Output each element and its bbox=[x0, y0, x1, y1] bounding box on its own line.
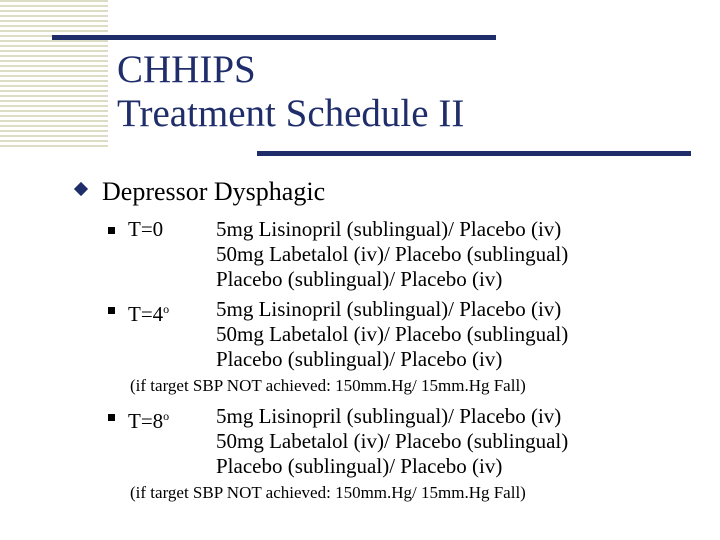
dose-line: 50mg Labetalol (iv)/ Placebo (sublingual) bbox=[216, 322, 569, 346]
entry-time bbox=[128, 217, 163, 242]
diamond-icon bbox=[74, 182, 88, 196]
dose-line: Placebo (sublingual)/ Placebo (iv) bbox=[216, 454, 503, 478]
dose-line: 50mg Labetalol (iv)/ Placebo (sublingual) bbox=[216, 242, 569, 266]
dose-list bbox=[216, 217, 568, 292]
decorative-stripes bbox=[0, 0, 108, 148]
square-bullet-icon bbox=[108, 414, 115, 421]
dose-list bbox=[216, 297, 568, 372]
title-line-1: CHHIPS bbox=[117, 48, 256, 91]
entry-time-degree: o bbox=[163, 409, 170, 423]
dose-line: 50mg Labetalol (iv)/ Placebo (sublingual) bbox=[216, 429, 569, 453]
dose-list bbox=[216, 404, 568, 479]
entry-time-text: T=4 bbox=[128, 302, 164, 326]
entry-time-text: T=0 bbox=[128, 217, 164, 241]
title-rule-top bbox=[52, 35, 496, 40]
dose-line: Placebo (sublingual)/ Placebo (iv) bbox=[216, 347, 503, 371]
section-heading-text: Depressor Dysphagic bbox=[102, 177, 326, 206]
entry-time bbox=[128, 404, 169, 434]
square-bullet-icon bbox=[108, 307, 115, 314]
dose-line: 5mg Lisinopril (sublingual)/ Placebo (iv) bbox=[216, 217, 562, 241]
dose-line: 5mg Lisinopril (sublingual)/ Placebo (iv) bbox=[216, 404, 562, 428]
dose-line: Placebo (sublingual)/ Placebo (iv) bbox=[216, 267, 503, 291]
condition-note: (if target SBP NOT achieved: 150mm.Hg/ 15mm.Hg Fall) bbox=[130, 483, 526, 502]
slide-title bbox=[117, 48, 464, 136]
entry-time-text: T=8 bbox=[128, 409, 164, 433]
condition-note: (if target SBP NOT achieved: 150mm.Hg/ 15mm.Hg Fall) bbox=[130, 376, 526, 395]
title-rule-bottom bbox=[257, 151, 691, 156]
entry-time bbox=[128, 297, 169, 327]
entry-time-degree: o bbox=[163, 302, 170, 316]
square-bullet-icon bbox=[108, 227, 115, 234]
dose-line: 5mg Lisinopril (sublingual)/ Placebo (iv) bbox=[216, 297, 562, 321]
title-line-2: Treatment Schedule II bbox=[117, 92, 465, 135]
